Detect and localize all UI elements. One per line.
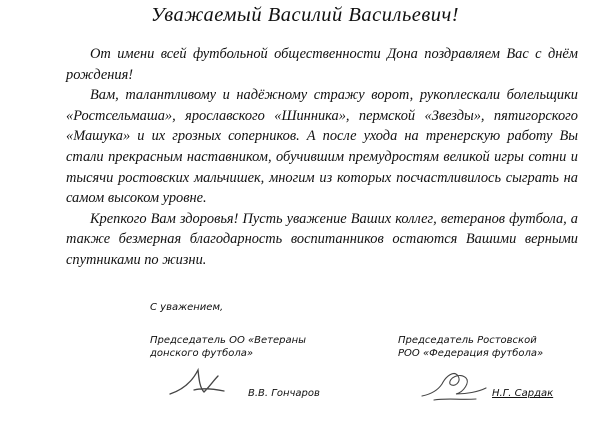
paragraph-career: Вам, талантливому и надёжному стражу ворот, рукоплескали болельщики «Ростсельмаша», ярославского «Шинника», пермской «Звезды», пятигорского «Машука» и их грозных соперников. А после ухода на тренерскую работу Вы стали прекрасным наставником, обучившим премудростям великой игры сотни и тысячи ростовских мальчишек, многим из которых посчастливилось сыграть на самом высоком уровне. [66, 87, 578, 207]
letter-body [66, 44, 578, 271]
paragraph-greeting: От имени всей футбольной общественности Дона поздравляем Вас с днём рождения! [66, 46, 578, 83]
right-signatory-name: Н.Г. Сардак [492, 388, 554, 399]
left-title-line2: донского футбола» [150, 348, 254, 359]
closing-regards: С уважением, [150, 302, 224, 313]
letter-salutation: Уважаемый Василий Васильевич! [150, 4, 460, 26]
right-signatory-title [398, 334, 543, 360]
left-signatory-name: В.В. Гончаров [248, 388, 320, 399]
right-title-line1: Председатель Ростовской [398, 335, 537, 346]
handwritten-signature-right-icon [420, 366, 488, 404]
handwritten-signature-left-icon [168, 364, 226, 398]
right-title-line2: РОО «Федерация футбола» [398, 348, 544, 359]
left-title-line1: Председатель ОО «Ветераны [150, 335, 307, 346]
paragraph-wishes: Крепкого Вам здоровья! Пусть уважение Ваших коллег, ветеранов футбола, а также безмерная благодарность воспитанников остаются Вашими верными спутниками по жизни. [66, 210, 578, 268]
left-signatory-title [150, 334, 306, 360]
